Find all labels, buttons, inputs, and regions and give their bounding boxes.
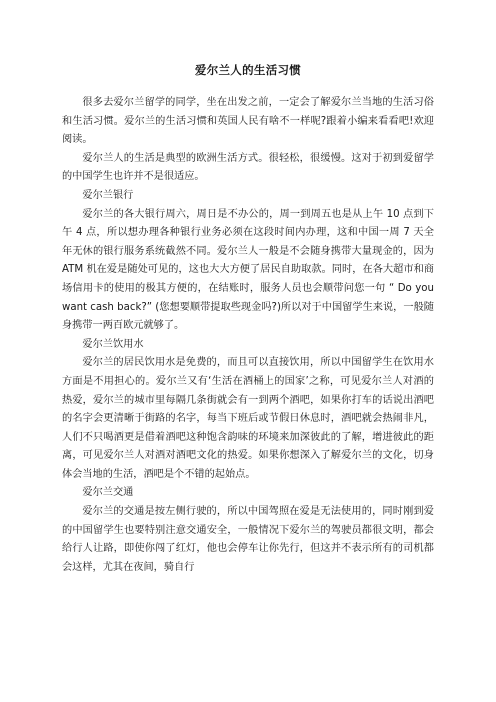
section-heading-water: 爱尔兰饮用水 xyxy=(82,338,144,350)
lifestyle-paragraph: 爱尔兰人的生活是典型的欧洲生活方式。很轻松，很缓慢。这对于初到爱留学的中国学生也许并不是很适应。 xyxy=(62,152,434,183)
section-heading-traffic: 爱尔兰交通 xyxy=(82,487,134,499)
section-heading-bank: 爱尔兰银行 xyxy=(82,189,134,201)
intro-paragraph: 很多去爱尔兰留学的同学，坐在出发之前，一定会了解爱尔兰当地的生活习俗和生活习惯。爱尔兰的生活习惯和英国人民有啥不一样呢?跟着小编来看看吧!欢迎阅读。 xyxy=(62,97,434,146)
document-body xyxy=(62,94,434,577)
traffic-paragraph: 爱尔兰的交通是按左侧行驶的，所以中国驾照在爱是无法使用的，同时刚到爱的中国留学生也要特别注意交通安全，一般情况下爱尔兰的驾驶员都很文明，都会给行人让路，即使你闯了红灯，他也会停车让你先行，但这并不表示所有的司机都会这样，尤其在夜间，骑自行 xyxy=(62,506,434,573)
water-paragraph: 爱尔兰的居民饮用水是免费的，而且可以直接饮用，所以中国留学生在饮用水方面是不用担心的。爱尔兰又有‘生活在酒桶上的国家’之称，可见爱尔兰人对酒的热爱，爱尔兰的城市里每隔几条街就会有一到两个酒吧，如果你打车的话说出酒吧的名字会更清晰于街路的名字，每当下班后或节假日休息时，酒吧就会热闹非凡，人们不只喝酒更是借着酒吧这种饱含韵味的环境来加深彼此的了解，增进彼此的距离，可见爱尔兰人对酒对酒吧文化的热爱。如果你想深入了解爱尔兰的文化，切身体会当地的生活，酒吧是个不错的起始点。 xyxy=(62,357,434,480)
document-title: 爱尔兰人的生活习惯 xyxy=(194,63,302,77)
bank-paragraph: 爱尔兰的各大银行周六，周日是不办公的，周一到周五也是从上午 10 点到下午 4 点，所以想办理各种银行业务必须在这段时间内办理，这和中国一周 7 天全年无休的银行服务系统截然不同。爱尔兰人一般是不会随身携带大量现金的，因为 ATM 机在爱是随处可见的，这也大大方便了居民自助取款。同时，在各大超市和商场信用卡的使用的极其方便的，在结账时，服务人员也会顺带问您一句 “ Do you want cash back?” (您想要顺带提取些现金吗?)所以对于中国留学生来说，一般随身携带一两百欧元就够了。 xyxy=(62,208,434,332)
